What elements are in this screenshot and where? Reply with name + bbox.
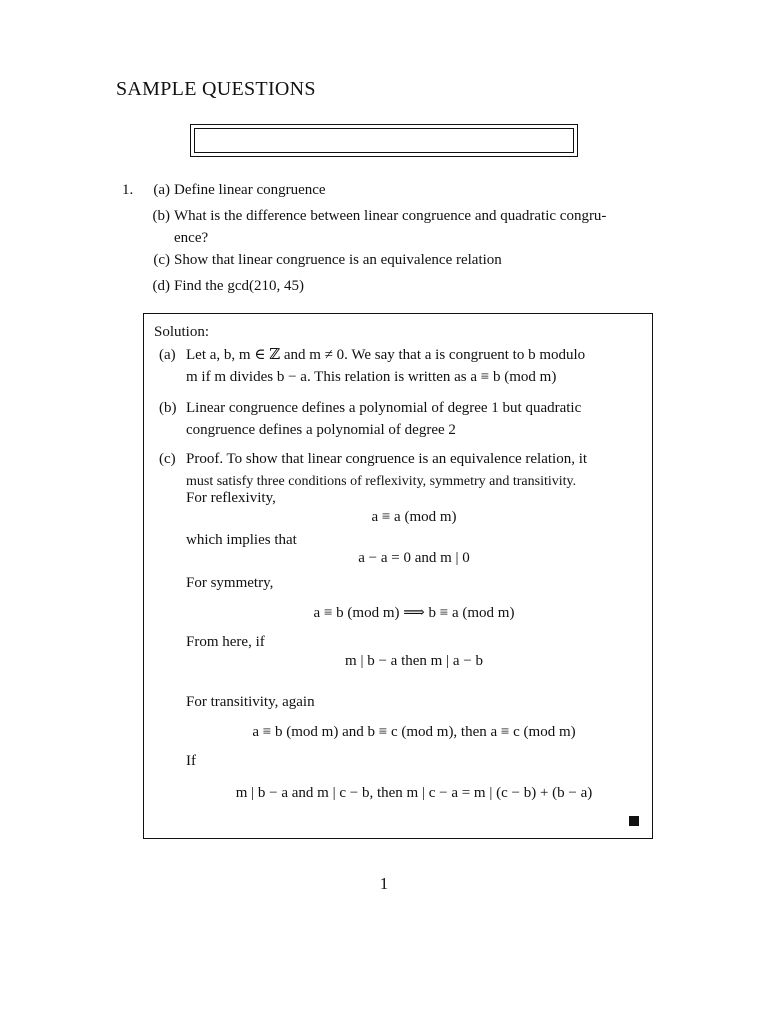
equation-transitivity-2: m | b − a and m | c − b, then m | c − a = m | (c − b) + (b − a) [235, 785, 593, 801]
equation-reflexivity: a ≡ a (mod m) [371, 509, 457, 525]
question-part-a-text: Define linear congruence [174, 182, 326, 198]
empty-answer-box-inner [194, 128, 574, 153]
solution-a-label: (a) [159, 347, 176, 363]
qed-square-icon [629, 816, 639, 826]
equation-symmetry: a ≡ b (mod m) ⟹ b ≡ a (mod m) [313, 605, 515, 621]
solution-a-line1: Let a, b, m ∈ ℤ and m ≠ 0. We say that a is congruent to b modulo [186, 347, 586, 363]
question-part-b-label: (b) [152, 208, 170, 224]
solution-heading: Solution: [154, 324, 210, 340]
solution-c-line2: must satisfy three conditions of reflexivity, symmetry and transitivity. [186, 474, 577, 489]
from-here-label: From here, if [186, 634, 265, 650]
question-part-c-text: Show that linear congruence is an equivalence relation [174, 252, 502, 268]
equation-transitivity: a ≡ b (mod m) and b ≡ c (mod m), then a ≡ c (mod m) [252, 724, 576, 740]
question-part-a-label: (a) [153, 182, 170, 198]
if-label: If [186, 753, 196, 769]
solution-b-line2: congruence defines a polynomial of degree 2 [186, 422, 456, 438]
question-part-d-text: Find the gcd(210, 45) [174, 278, 304, 294]
solution-b-label: (b) [159, 400, 177, 416]
question-part-d-label: (d) [152, 278, 170, 294]
transitivity-label: For transitivity, again [186, 694, 315, 710]
symmetry-label: For symmetry, [186, 575, 274, 591]
question-part-c-label: (c) [153, 252, 170, 268]
solution-c-line1: Proof. To show that linear congruence is an equivalence relation, it [186, 451, 588, 467]
implies-label: which implies that [186, 532, 297, 548]
solution-a-line2: m if m divides b − a. This relation is written as a ≡ b (mod m) [186, 369, 557, 385]
solution-box [143, 313, 653, 839]
question-part-b-line2: ence? [174, 230, 209, 246]
question-part-b-line1: What is the difference between linear congruence and quadratic congru- [174, 208, 607, 224]
page-title: SAMPLE QUESTIONS [116, 78, 316, 100]
question-number: 1. [122, 182, 134, 198]
equation-reflexivity-2: a − a = 0 and m | 0 [358, 550, 470, 566]
empty-answer-box [190, 124, 578, 157]
solution-c-label: (c) [159, 451, 176, 467]
equation-symmetry-2: m | b − a then m | a − b [345, 653, 483, 669]
reflexivity-label: For reflexivity, [186, 490, 276, 506]
solution-b-line1: Linear congruence defines a polynomial of degree 1 but quadratic [186, 400, 582, 416]
page-number: 1 [379, 874, 389, 893]
